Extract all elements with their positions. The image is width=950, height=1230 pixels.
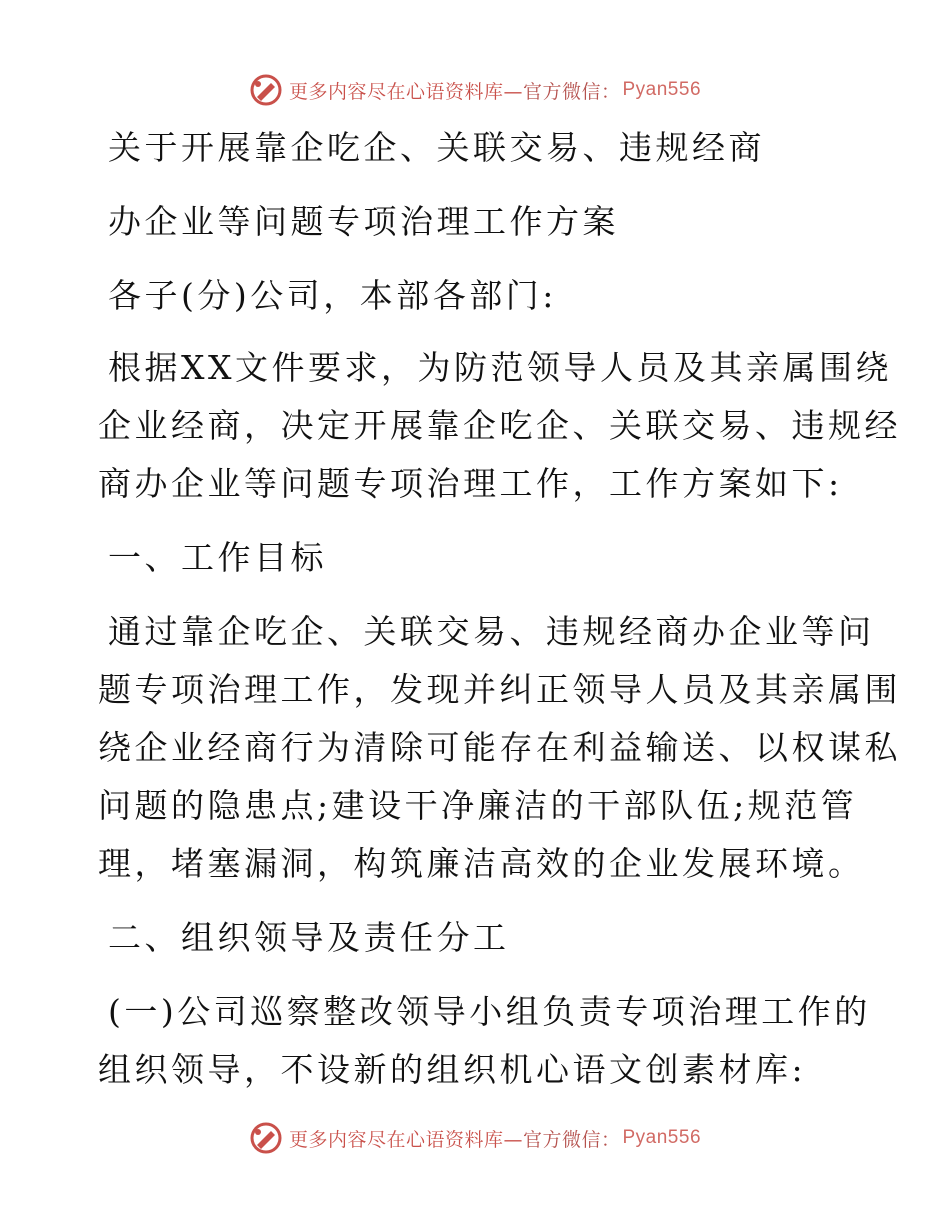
section-2-line: (一)公司巡察整改领导小组负责专项治理工作的 xyxy=(108,992,871,1031)
section-1-line: 通过靠企吃企、关联交易、违规经商办企业等问 xyxy=(108,612,875,651)
section-2-line: 组织领导，不设新的组织机心语文创素材库: xyxy=(98,1050,807,1089)
watermark-footer xyxy=(0,1118,950,1158)
pen-logo-icon xyxy=(249,1121,283,1155)
watermark-text: 更多内容尽在心语资料库— xyxy=(288,1128,523,1151)
section-1-line: 题专项治理工作，发现并纠正领导人员及其亲属围 xyxy=(98,670,901,709)
document-title-line-2: 办企业等问题专项治理工作方案 xyxy=(108,202,619,241)
section-1-line: 问题的隐患点;建设干净廉洁的干部队伍;规范管 xyxy=(98,786,858,825)
document-title-line-1: 关于开展靠企吃企、关联交易、违规经商 xyxy=(108,128,765,167)
intro-line: 根据XX文件要求，为防范领导人员及其亲属围绕 xyxy=(108,348,892,387)
watermark-wechat-label: 官方微信： xyxy=(522,1128,621,1151)
watermark-wechat-label: 官方微信： xyxy=(522,80,621,103)
document-salutation: 各子(分)公司，本部各部门: xyxy=(108,276,557,315)
section-2-heading: 二、组织领导及责任分工 xyxy=(108,918,510,957)
pen-logo-icon xyxy=(249,73,283,107)
section-1-line: 理，堵塞漏洞，构筑廉洁高效的企业发展环境。 xyxy=(98,844,865,883)
watermark-header xyxy=(0,70,950,110)
intro-line: 企业经商，决定开展靠企吃企、关联交易、违规经 xyxy=(98,406,901,445)
intro-line: 商办企业等问题专项治理工作，工作方案如下: xyxy=(98,464,843,503)
watermark-wechat-id: Pyan556 xyxy=(622,1127,702,1148)
section-1-heading: 一、工作目标 xyxy=(108,538,327,577)
watermark-wechat-id: Pyan556 xyxy=(622,79,702,100)
section-1-line: 绕企业经商行为清除可能存在利益输送、以权谋私 xyxy=(98,728,901,767)
watermark-text: 更多内容尽在心语资料库— xyxy=(288,80,523,103)
